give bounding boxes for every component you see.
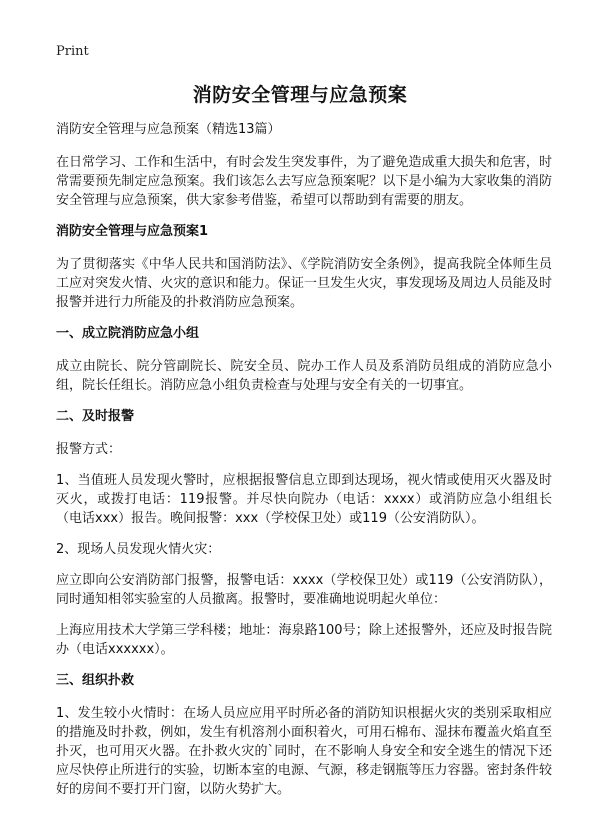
- intro-paragraph: 在日常学习、工作和生活中，有时会发生突发事件，为了避免造成重大损失和危害，时常需要预先制定应急预案。我们该怎么去写应急预案呢？以下是小编为大家收集的消防安全管理与应急预案，供大家参考借鉴，希望可以帮助到有需要的朋友。: [56, 155, 552, 208]
- heading-two: 二、及时报警: [56, 409, 135, 424]
- print-link[interactable]: Print: [56, 44, 89, 59]
- heading-one: 一、成立院消防应急小组: [56, 326, 200, 341]
- alarm-paragraph-4: 上海应用技术大学第三学科楼；地址：海泉路100号；除上述报警外，还应及时报告院办（电话xxxxxx）。: [56, 623, 552, 657]
- alarm-paragraph-2: 2、现场人员发现火情火灾：: [56, 542, 221, 557]
- heading-three: 三、组织扑救: [56, 673, 135, 688]
- document-subtitle: 消防安全管理与应急预案（精选13篇）: [56, 122, 281, 137]
- paragraph-one: 成立由院长、院分管副院长、院安全员、院办工作人员及系消防员组成的消防应急小组，院长任组长。消防应急小组负责检查与处理与安全有关的一切事宜。: [56, 359, 552, 393]
- document-body: [56, 120, 552, 811]
- paragraph-three-1: 1、发生较小火情时：在场人员应应用平时所必备的消防知识根据火灾的类别采取相应的措施及时扑救，例如，发生有机溶剂小面积着火，可用石棉布、湿抹布覆盖火焰直至扑灭，也可用灭火器。在扑救火灾的`同时，在不影响人身安全和安全逃生的情况下还应尽快停止所进行的实验，切断本室的电源、气源，移走钢瓶等压力容器。密封条件较好的房间不要打开门窗，以防火势扩大。: [56, 706, 552, 797]
- section1-paragraph: 为了贯彻落实《中华人民共和国消防法》、《学院消防安全条例》，提高我院全体师生员工应对突发火情、火灾的意识和能力。保证一旦发生火灾，事发现场及周边人员能及时报警并进行力所能及的扑救消防应急预案。: [56, 257, 552, 310]
- alarm-method-label: 报警方式：: [56, 442, 122, 457]
- alarm-paragraph-1: 1、当值班人员发现火警时，应根据报警信息立即到达现场，视火情或使用灭火器及时灭火，或拨打电话：119报警。并尽快向院办（电话：xxxx）或消防应急小组组长（电话xxx）报告。晚间报警：xxx（学校保卫处）或119（公安消防队）。: [56, 473, 552, 526]
- section1-heading: 消防安全管理与应急预案1: [56, 224, 209, 239]
- alarm-paragraph-3: 应立即向公安消防部门报警，报警电话：xxxx（学校保卫处）或119（公安消防队），同时通知相邻实验室的人员撤离。报警时，要准确地说明起火单位：: [56, 573, 552, 607]
- page-title: 消防安全管理与应急预案: [192, 84, 408, 106]
